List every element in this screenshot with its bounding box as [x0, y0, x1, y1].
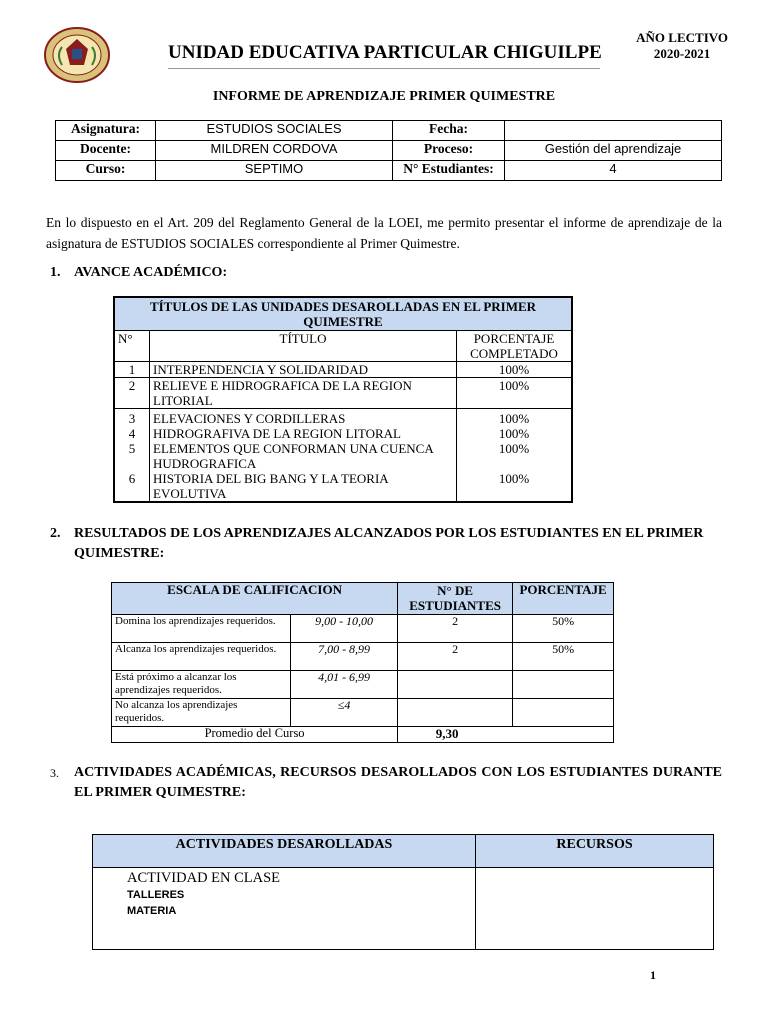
scale-desc: Alcanza los aprendizajes requeridos.	[112, 643, 291, 671]
scale-range: ≤4	[291, 699, 398, 727]
scale-students	[398, 699, 513, 727]
unit-num: 1	[114, 362, 150, 378]
col-num-header: N°	[114, 331, 150, 362]
col-activities-header: ACTIVIDADES DESAROLLADAS	[93, 835, 476, 868]
report-title: INFORME DE APRENDIZAJE PRIMER QUIMESTRE	[212, 89, 556, 104]
unit-pct: 100%	[498, 441, 530, 456]
scale-students: 2	[398, 643, 513, 671]
section1-title: AVANCE ACADÉMICO:	[74, 265, 228, 280]
section2-title: RESULTADOS DE LOS APRENDIZAJES ALCANZADOS POR LOS ESTUDIANTES EN EL PRIMER QUIMESTRE:	[74, 526, 704, 561]
info-value: 4	[505, 161, 722, 181]
unit-num: 2	[114, 378, 150, 409]
info-label: Asignatura:	[56, 121, 156, 141]
units-table	[113, 296, 573, 503]
unit-num-group	[114, 409, 150, 503]
col-resources-header: RECURSOS	[476, 835, 714, 868]
scale-students: 2	[398, 615, 513, 643]
unit-pct-group	[457, 409, 573, 503]
academic-year	[636, 30, 728, 62]
info-value: Gestión del aprendizaje	[505, 141, 722, 161]
unit-title: HIDROGRAFIVA DE LA REGION LITORAL	[153, 426, 401, 441]
info-value: SEPTIMO	[156, 161, 393, 181]
unit-pct: 100%	[498, 411, 530, 426]
unit-num: 6	[128, 471, 136, 486]
col-pct-header: PORCENTAJE COMPLETADO	[457, 331, 573, 362]
info-value	[505, 121, 722, 141]
section2-heading	[50, 524, 730, 564]
section1-heading	[50, 265, 227, 281]
page-number: 1	[650, 968, 656, 982]
section3-heading	[50, 763, 722, 803]
average-value: 9,30	[398, 727, 614, 743]
unit-num: 3	[128, 411, 136, 426]
scale-desc: Domina los aprendizajes requeridos.	[112, 615, 291, 643]
col-title-header: TÍTULO	[150, 331, 457, 362]
year-value: 2020-2021	[653, 46, 711, 61]
activities-cell	[93, 868, 476, 950]
intro-paragraph: En lo dispuesto en el Art. 209 del Reglamento General de la LOEI, me permito presentar el informe de aprendizaje de la asignatura de ESTUDIOS SOCIALES correspondiente al Primer Quimestre.	[46, 215, 722, 251]
unit-title: INTERPENDENCIA Y SOLIDARIDAD	[150, 362, 457, 378]
info-label: Proceso:	[393, 141, 505, 161]
scale-pct: 50%	[513, 615, 614, 643]
scale-students	[398, 671, 513, 699]
section1-number: 1.	[50, 265, 61, 280]
year-label: AÑO LECTIVO	[636, 30, 728, 45]
scale-pct	[513, 671, 614, 699]
resources-cell	[476, 868, 714, 950]
scale-range: 9,00 - 10,00	[291, 615, 398, 643]
unit-pct: 100%	[457, 362, 573, 378]
info-value: ESTUDIOS SOCIALES	[156, 121, 393, 141]
unit-pct: 100%	[498, 471, 530, 486]
scale-pct	[513, 699, 614, 727]
unit-title: ELEVACIONES Y CORDILLERAS	[153, 411, 346, 426]
col-students-header: N° DE ESTUDIANTES	[398, 583, 513, 615]
col-scale-header: ESCALA DE CALIFICACION	[112, 583, 398, 615]
unit-title: ELEMENTOS QUE CONFORMAN UNA CUENCA HUDROGRAFICA	[153, 441, 434, 471]
info-label: Fecha:	[393, 121, 505, 141]
unit-title: HISTORIA DEL BIG BANG Y LA TEORIA EVOLUTIVA	[153, 471, 388, 501]
unit-pct: 100%	[457, 378, 573, 409]
info-label: N° Estudiantes:	[393, 161, 505, 181]
units-table-header: TÍTULOS DE LAS UNIDADES DESAROLLADAS EN EL PRIMER QUIMESTRE	[114, 297, 572, 331]
scale-desc: No alcanza los aprendizajes requeridos.	[112, 699, 291, 727]
activities-table	[92, 834, 714, 950]
scale-range: 7,00 - 8,99	[291, 643, 398, 671]
unit-num: 5	[128, 441, 136, 456]
school-logo	[44, 27, 110, 83]
activity-item: TALLERES	[127, 889, 185, 901]
info-table	[55, 120, 722, 181]
unit-pct: 100%	[498, 426, 530, 441]
info-label: Curso:	[56, 161, 156, 181]
section3-title: ACTIVIDADES ACADÉMICAS, RECURSOS DESAROLLADOS CON LOS ESTUDIANTES DURANTE EL PRIMER QUIMESTRE:	[74, 765, 722, 800]
scale-pct: 50%	[513, 643, 614, 671]
col-pct-header: PORCENTAJE	[513, 583, 614, 615]
info-label: Docente:	[56, 141, 156, 161]
activity-main: ACTIVIDAD EN CLASE	[127, 870, 281, 886]
scale-range: 4,01 - 6,99	[291, 671, 398, 699]
average-label: Promedio del Curso	[112, 727, 398, 743]
section2-number: 2.	[50, 526, 61, 541]
info-value: MILDREN CORDOVA	[156, 141, 393, 161]
unit-title-group	[150, 409, 457, 503]
header-rule	[168, 68, 600, 69]
scale-desc: Está próximo a alcanzar los aprendizajes requeridos.	[112, 671, 291, 699]
unit-title: RELIEVE E HIDROGRAFICA DE LA REGION LITORIAL	[150, 378, 457, 409]
section3-number: 3.	[50, 766, 59, 780]
results-table	[111, 582, 614, 743]
unit-num: 4	[128, 426, 136, 441]
school-name: UNIDAD EDUCATIVA PARTICULAR CHIGUILPE	[168, 42, 602, 63]
activity-item: MATERIA	[127, 905, 177, 917]
